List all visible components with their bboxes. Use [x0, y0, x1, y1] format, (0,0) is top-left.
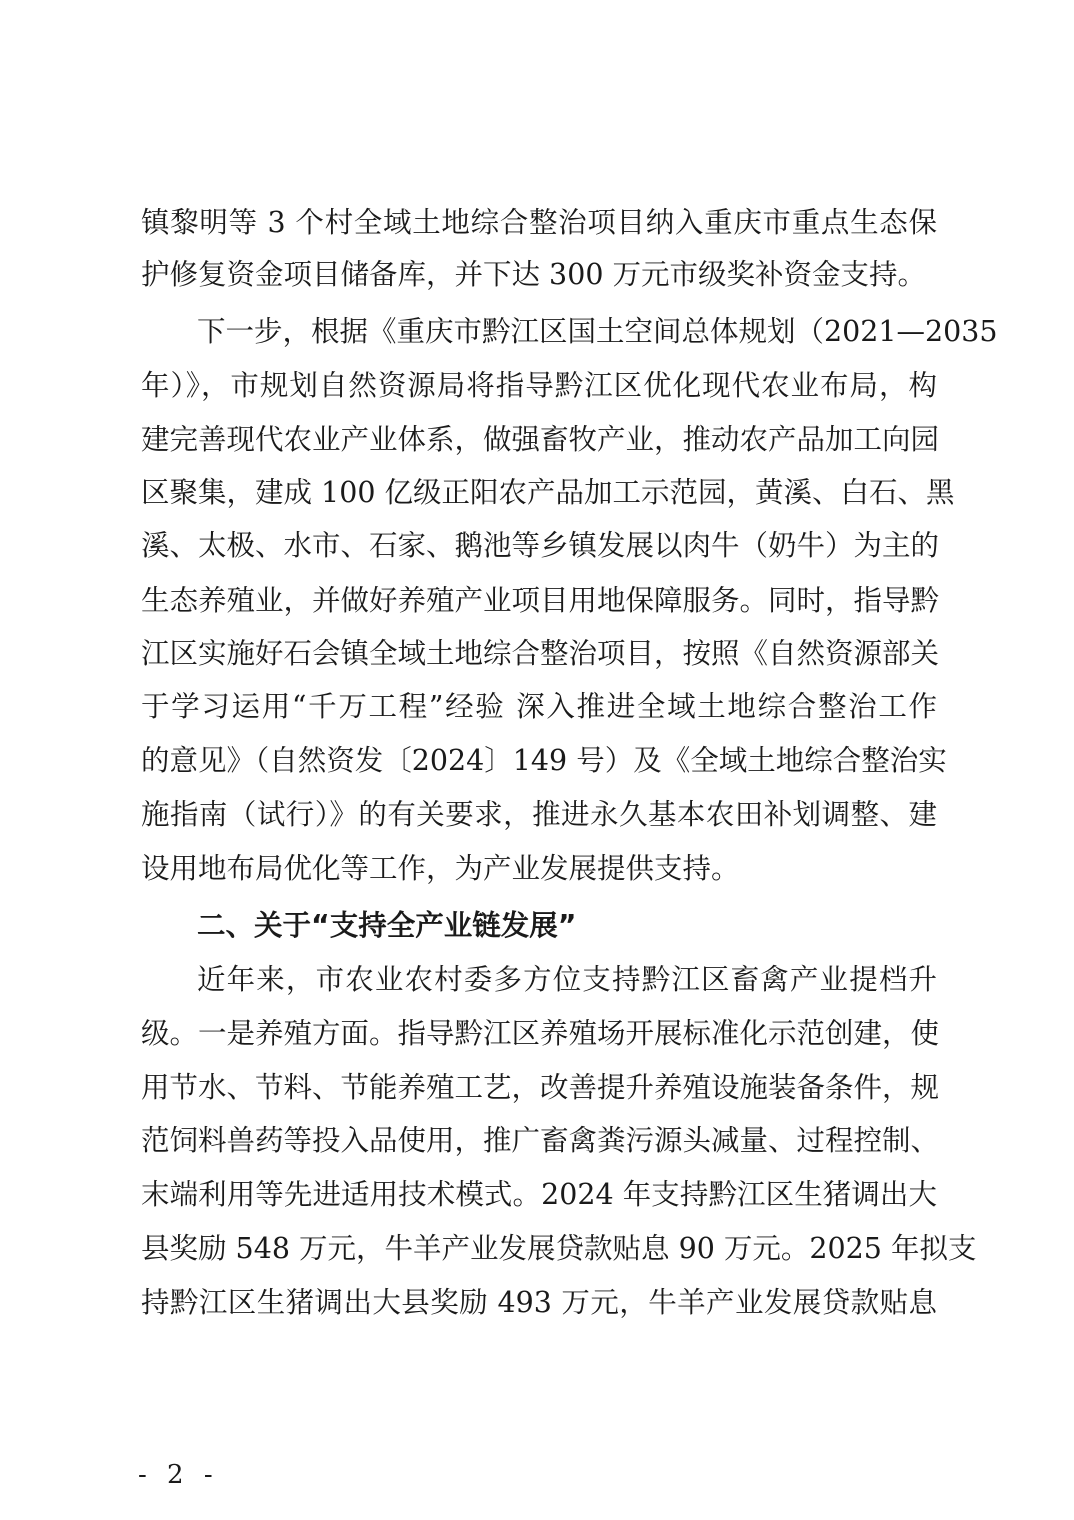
- paragraph-line: 持黔江区生猪调出大县奖励 493 万元，牛羊产业发展贷款贴息: [141, 1286, 937, 1319]
- paragraph-line: 级。一是养殖方面。指导黔江区养殖场开展标准化示范创建，使: [141, 1017, 940, 1050]
- page-number: - 2 -: [138, 1460, 219, 1490]
- paragraph-line: 生态养殖业，并做好养殖产业项目用地保障服务。同时，指导黔: [141, 584, 940, 617]
- paragraph-line: 设用地布局优化等工作，为产业发展提供支持。: [141, 852, 740, 885]
- paragraph-line: 施指南（试行）》的有关要求，推进永久基本农田补划调整、建: [141, 798, 937, 831]
- paragraph-line: 江区实施好石会镇全域土地综合整治项目，按照《自然资源部关: [141, 637, 940, 670]
- paragraph-line: 护修复资金项目储备库，并下达 300 万元市级奖补资金支持。: [141, 258, 927, 291]
- paragraph-line: 末端利用等先进适用技术模式。2024 年支持黔江区生猪调出大: [141, 1178, 937, 1211]
- paragraph-line: 县奖励 548 万元，牛羊产业发展贷款贴息 90 万元。2025 年拟支: [141, 1232, 977, 1265]
- paragraph-line: 溪、太极、水市、石家、鹅池等乡镇发展以肉牛（奶牛）为主的: [141, 529, 940, 562]
- section-heading: 二、关于“支持全产业链发展”: [197, 909, 577, 942]
- paragraph-line: 下一步，根据《重庆市黔江区国土空间总体规划（2021—2035: [197, 315, 998, 348]
- paragraph-line: 范饲料兽药等投入品使用，推广畜禽粪污源头减量、过程控制、: [141, 1124, 940, 1157]
- paragraph-line: 于学习运用“千万工程”经验 深入推进全域土地综合整治工作: [141, 690, 937, 723]
- paragraph-line: 建完善现代农业产业体系，做强畜牧产业，推动农产品加工向园: [141, 423, 940, 456]
- paragraph-line: 区聚集，建成 100 亿级正阳农产品加工示范园，黄溪、白石、黑: [141, 476, 955, 509]
- paragraph-line: 用节水、节料、节能养殖工艺，改善提升养殖设施装备条件，规: [141, 1071, 940, 1104]
- paragraph-line: 近年来，市农业农村委多方位支持黔江区畜禽产业提档升: [197, 963, 937, 996]
- paragraph-line: 的意见》（自然资发〔2024〕149 号）及《全域土地综合整治实: [141, 744, 947, 777]
- paragraph-line: 镇黎明等 3 个村全域土地综合整治项目纳入重庆市重点生态保: [141, 206, 937, 239]
- paragraph-line: 年）》，市规划自然资源局将指导黔江区优化现代农业布局，构: [141, 369, 937, 402]
